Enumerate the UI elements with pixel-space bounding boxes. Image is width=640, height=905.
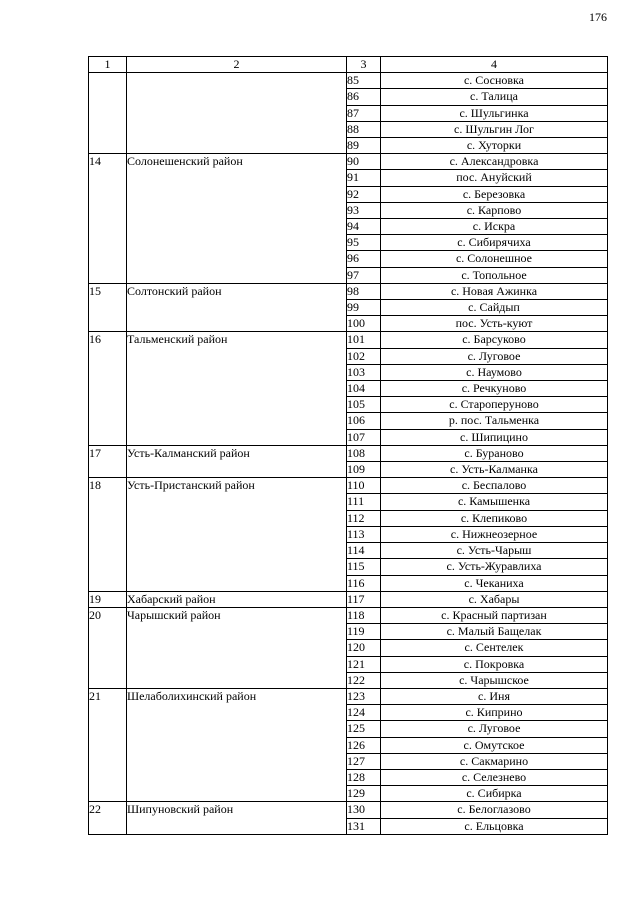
district-number: 16 bbox=[89, 332, 127, 445]
settlement-number: 96 bbox=[347, 251, 381, 267]
header-col-3: 3 bbox=[347, 57, 381, 73]
table-row bbox=[89, 73, 608, 89]
settlement-name: с. Сибирячиха bbox=[381, 235, 608, 251]
settlement-name: с. Сентелек bbox=[381, 640, 608, 656]
settlement-number: 131 bbox=[347, 818, 381, 834]
settlement-number: 125 bbox=[347, 721, 381, 737]
settlement-name: с. Сосновка bbox=[381, 73, 608, 89]
settlement-name: с. Александровка bbox=[381, 154, 608, 170]
settlement-name: с. Карпово bbox=[381, 202, 608, 218]
settlement-name: с. Усть-Чарыш bbox=[381, 543, 608, 559]
table-row bbox=[89, 478, 608, 494]
settlement-name: с. Киприно bbox=[381, 705, 608, 721]
settlements-table bbox=[88, 56, 608, 835]
table-row bbox=[89, 607, 608, 623]
settlement-name: с. Красный партизан bbox=[381, 607, 608, 623]
settlement-number: 86 bbox=[347, 89, 381, 105]
settlement-name: с. Староперуново bbox=[381, 397, 608, 413]
settlement-number: 103 bbox=[347, 364, 381, 380]
settlement-name: с. Селезнево bbox=[381, 769, 608, 785]
settlement-number: 112 bbox=[347, 510, 381, 526]
district-number: 15 bbox=[89, 283, 127, 332]
district-number: 18 bbox=[89, 478, 127, 591]
settlement-name: с. Топольное bbox=[381, 267, 608, 283]
settlement-name: с. Малый Бащелак bbox=[381, 624, 608, 640]
table-row bbox=[89, 688, 608, 704]
settlement-name: с. Луговое bbox=[381, 348, 608, 364]
district-name: Солтонский район bbox=[127, 283, 347, 332]
settlement-name: с. Камышенка bbox=[381, 494, 608, 510]
header-col-4: 4 bbox=[381, 57, 608, 73]
page-number: 176 bbox=[589, 10, 607, 24]
settlement-name: с. Усть-Журавлиха bbox=[381, 559, 608, 575]
district-name: Шелаболихинский район bbox=[127, 688, 347, 801]
settlement-number: 117 bbox=[347, 591, 381, 607]
district-name: Чарышский район bbox=[127, 607, 347, 688]
settlement-number: 101 bbox=[347, 332, 381, 348]
settlement-number: 128 bbox=[347, 769, 381, 785]
settlement-number: 91 bbox=[347, 170, 381, 186]
district-name: Шипуновский район bbox=[127, 802, 347, 834]
settlement-number: 100 bbox=[347, 316, 381, 332]
settlement-number: 99 bbox=[347, 300, 381, 316]
district-name bbox=[127, 73, 347, 154]
settlement-number: 123 bbox=[347, 688, 381, 704]
district-name: Тальменский район bbox=[127, 332, 347, 445]
settlement-number: 88 bbox=[347, 121, 381, 137]
settlement-number: 121 bbox=[347, 656, 381, 672]
settlement-name: пос. Ануйский bbox=[381, 170, 608, 186]
settlement-number: 114 bbox=[347, 543, 381, 559]
district-number: 19 bbox=[89, 591, 127, 607]
settlement-number: 94 bbox=[347, 219, 381, 235]
settlement-number: 113 bbox=[347, 526, 381, 542]
settlement-number: 87 bbox=[347, 105, 381, 121]
district-number: 17 bbox=[89, 445, 127, 477]
district-number: 22 bbox=[89, 802, 127, 834]
settlement-name: с. Сакмарино bbox=[381, 753, 608, 769]
district-name: Усть-Калманский район bbox=[127, 445, 347, 477]
settlement-name: с. Ельцовка bbox=[381, 818, 608, 834]
settlement-number: 85 bbox=[347, 73, 381, 89]
settlement-name: с. Омутское bbox=[381, 737, 608, 753]
settlement-number: 116 bbox=[347, 575, 381, 591]
district-number: 20 bbox=[89, 607, 127, 688]
settlement-name: с. Чарышское bbox=[381, 672, 608, 688]
table-header-row bbox=[89, 57, 608, 73]
settlement-number: 90 bbox=[347, 154, 381, 170]
settlement-name: с. Бураново bbox=[381, 445, 608, 461]
settlement-number: 98 bbox=[347, 283, 381, 299]
settlement-number: 104 bbox=[347, 381, 381, 397]
district-name: Хабарский район bbox=[127, 591, 347, 607]
settlement-name: с. Новая Ажинка bbox=[381, 283, 608, 299]
settlement-number: 119 bbox=[347, 624, 381, 640]
settlement-name: с. Наумово bbox=[381, 364, 608, 380]
settlement-number: 129 bbox=[347, 786, 381, 802]
settlement-number: 109 bbox=[347, 462, 381, 478]
header-col-1: 1 bbox=[89, 57, 127, 73]
settlement-name: с. Шипицино bbox=[381, 429, 608, 445]
settlement-number: 89 bbox=[347, 138, 381, 154]
settlement-name: пос. Усть-куют bbox=[381, 316, 608, 332]
settlement-name: с. Белоглазово bbox=[381, 802, 608, 818]
settlement-number: 130 bbox=[347, 802, 381, 818]
table-row bbox=[89, 802, 608, 818]
settlement-name: с. Барсуково bbox=[381, 332, 608, 348]
settlement-number: 127 bbox=[347, 753, 381, 769]
district-name: Усть-Пристанский район bbox=[127, 478, 347, 591]
settlement-number: 97 bbox=[347, 267, 381, 283]
settlement-number: 124 bbox=[347, 705, 381, 721]
settlement-name: с. Искра bbox=[381, 219, 608, 235]
settlement-number: 111 bbox=[347, 494, 381, 510]
settlement-name: с. Нижнеозерное bbox=[381, 526, 608, 542]
settlement-number: 110 bbox=[347, 478, 381, 494]
settlement-name: с. Усть-Калманка bbox=[381, 462, 608, 478]
settlement-number: 102 bbox=[347, 348, 381, 364]
table-row bbox=[89, 591, 608, 607]
header-col-2: 2 bbox=[127, 57, 347, 73]
settlement-name: с. Хабары bbox=[381, 591, 608, 607]
settlement-name: с. Сибирка bbox=[381, 786, 608, 802]
settlement-name: с. Талица bbox=[381, 89, 608, 105]
settlement-number: 92 bbox=[347, 186, 381, 202]
settlement-number: 95 bbox=[347, 235, 381, 251]
settlement-number: 107 bbox=[347, 429, 381, 445]
district-name: Солонешенский район bbox=[127, 154, 347, 284]
settlement-name: р. пос. Тальменка bbox=[381, 413, 608, 429]
settlement-name: с. Шульгин Лог bbox=[381, 121, 608, 137]
settlement-name: с. Речкуново bbox=[381, 381, 608, 397]
settlement-name: с. Березовка bbox=[381, 186, 608, 202]
settlement-name: с. Солонешное bbox=[381, 251, 608, 267]
settlement-name: с. Шульгинка bbox=[381, 105, 608, 121]
settlement-number: 93 bbox=[347, 202, 381, 218]
table-row bbox=[89, 332, 608, 348]
settlement-number: 118 bbox=[347, 607, 381, 623]
settlement-number: 106 bbox=[347, 413, 381, 429]
table-row bbox=[89, 283, 608, 299]
settlement-number: 120 bbox=[347, 640, 381, 656]
settlement-number: 108 bbox=[347, 445, 381, 461]
settlement-name: с. Чеканиха bbox=[381, 575, 608, 591]
settlement-name: с. Покровка bbox=[381, 656, 608, 672]
district-number: 21 bbox=[89, 688, 127, 801]
settlement-name: с. Хуторки bbox=[381, 138, 608, 154]
settlement-number: 105 bbox=[347, 397, 381, 413]
settlement-name: с. Клепиково bbox=[381, 510, 608, 526]
settlement-number: 115 bbox=[347, 559, 381, 575]
settlement-name: с. Сайдып bbox=[381, 300, 608, 316]
district-number bbox=[89, 73, 127, 154]
table-row bbox=[89, 154, 608, 170]
table-row bbox=[89, 445, 608, 461]
settlement-name: с. Иня bbox=[381, 688, 608, 704]
district-number: 14 bbox=[89, 154, 127, 284]
settlement-name: с. Беспалово bbox=[381, 478, 608, 494]
settlement-number: 122 bbox=[347, 672, 381, 688]
settlement-name: с. Луговое bbox=[381, 721, 608, 737]
settlement-number: 126 bbox=[347, 737, 381, 753]
